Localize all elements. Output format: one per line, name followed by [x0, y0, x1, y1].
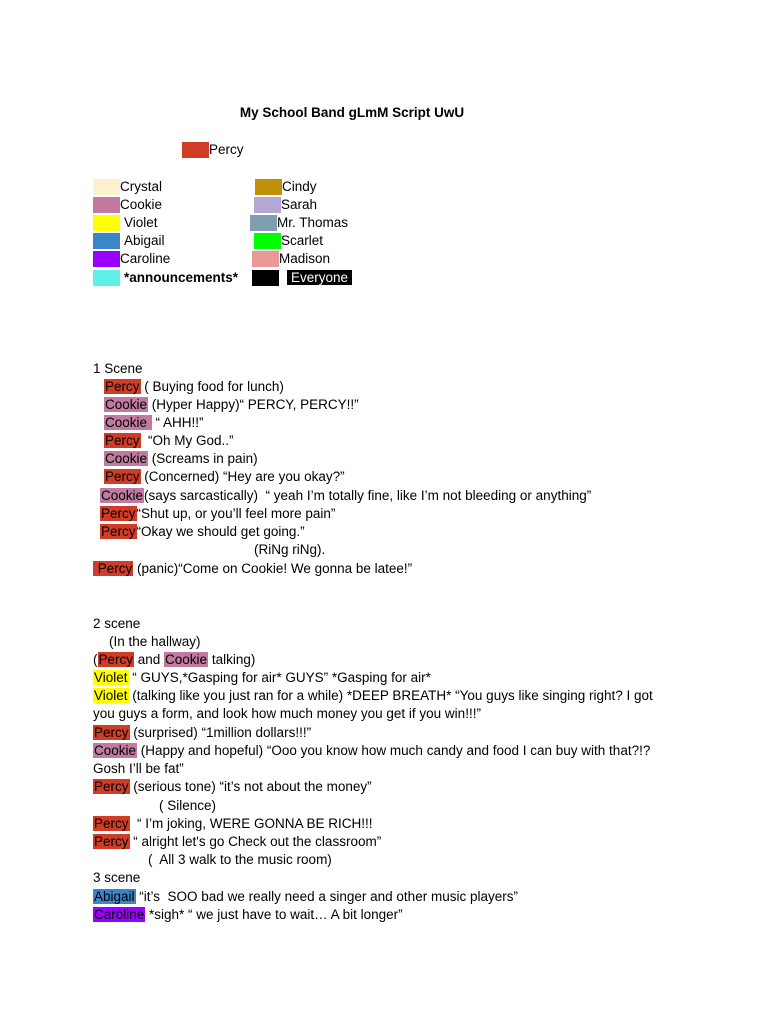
dialogue-text: “ alright let's go Check out the classroom” — [129, 834, 382, 849]
dialogue-text: (says sarcastically) “ yeah I’m totally fine, like I’m not bleeding or anything” — [144, 488, 592, 503]
speaker-tag: Percy — [94, 725, 129, 740]
percy-swatch — [182, 142, 209, 158]
dialogue-text: (Hyper Happy)“ PERCY, PERCY!!” — [148, 397, 359, 412]
stage-direction: (In the hallway) — [109, 634, 201, 649]
scarlet-swatch — [254, 233, 281, 249]
speaker-tag: Cookie — [165, 652, 208, 667]
speaker-tag: Percy — [105, 379, 140, 394]
speaker-tag: Cookie — [105, 415, 151, 430]
legend-sarah: Sarah — [281, 197, 318, 212]
script-line — [104, 450, 258, 468]
stage-direction: ( Silence) — [159, 798, 217, 813]
script-line — [93, 815, 373, 833]
dialogue-text: (Screams in pain) — [148, 451, 258, 466]
dialogue-text: talking) — [208, 652, 256, 667]
legend-cookie: Cookie — [120, 197, 163, 212]
speaker-tag: Percy — [98, 652, 134, 667]
paren: ( — [93, 652, 98, 667]
mr-thomas-swatch — [250, 215, 277, 231]
conjunction: and — [134, 652, 165, 667]
script-line — [93, 888, 518, 906]
legend-crystal: Crystal — [120, 179, 163, 194]
speaker-tag: Percy — [105, 469, 140, 484]
legend-scarlet: Scarlet — [281, 233, 324, 248]
stage-direction: (RiNg riNg). — [254, 542, 326, 557]
script-line — [100, 505, 335, 523]
script-line — [104, 414, 204, 432]
script-line — [93, 742, 663, 778]
abigail-swatch — [93, 233, 120, 249]
script-line — [93, 833, 381, 851]
dialogue-text: “ I’m joking, WERE GONNA BE RICH!!! — [129, 816, 373, 831]
page-title: My School Band gLmM Script UwU — [239, 105, 465, 120]
dialogue-text: (surprised) “1million dollars!!!” — [129, 725, 312, 740]
sarah-swatch — [254, 197, 281, 213]
legend-cindy: Cindy — [282, 179, 317, 194]
legend-madison: Madison — [279, 251, 331, 266]
script-line — [93, 669, 431, 687]
script-line — [100, 523, 305, 541]
announcements-swatch — [93, 270, 120, 286]
speaker-tag: Percy — [101, 506, 136, 521]
dialogue-text: *sigh* “ we just have to wait… A bit longer” — [145, 907, 403, 922]
dialogue-text: (talking like you just ran for a while) *DEEP BREATH* “You guys like singing right? I got you guys a form, and look how much money you get if you win!!!” — [93, 688, 653, 721]
scene-1-heading: 1 Scene — [93, 361, 143, 376]
legend-violet: Violet — [124, 215, 158, 230]
speaker-tag: Violet — [94, 670, 128, 685]
speaker-tag: Percy — [105, 433, 140, 448]
everyone-swatch — [252, 270, 279, 286]
everyone-label: Everyone — [287, 270, 352, 285]
script-line — [104, 378, 284, 396]
dialogue-text: “ AHH!!” — [151, 415, 204, 430]
speaker-tag: Percy — [94, 561, 133, 576]
speaker-tag: Cookie — [105, 397, 148, 412]
dialogue-text: (serious tone) “it’s not about the money” — [129, 779, 372, 794]
stage-direction: ( All 3 walk to the music room) — [148, 852, 332, 867]
dialogue-text: (Concerned) “Hey are you okay?” — [140, 469, 345, 484]
dialogue-text: “ GUYS,*Gasping for air* GUYS” *Gasping for air* — [128, 670, 431, 685]
cindy-swatch — [255, 179, 282, 195]
speaker-tag: Percy — [94, 816, 129, 831]
dialogue-text: “Shut up, or you’ll feel more pain” — [136, 506, 336, 521]
script-line — [104, 432, 234, 450]
legend-abigail: Abigail — [124, 233, 165, 248]
script-line — [93, 778, 372, 796]
script-line — [100, 487, 591, 505]
legend-announcements: *announcements* — [124, 270, 239, 285]
dialogue-text: “Oh My God..” — [140, 433, 234, 448]
cookie-swatch — [93, 197, 120, 213]
violet-swatch — [93, 215, 120, 231]
dialogue-text: “it’s SOO bad we really need a singer and other music players” — [135, 889, 518, 904]
script-line — [93, 724, 311, 742]
crystal-swatch — [93, 179, 120, 195]
legend-percy: Percy — [209, 142, 244, 157]
script-line — [93, 651, 255, 669]
script-line — [104, 396, 359, 414]
legend-mr-thomas: Mr. Thomas — [277, 215, 349, 230]
speaker-tag: Percy — [94, 834, 129, 849]
dialogue-text: “Okay we should get going.” — [136, 524, 305, 539]
script-line — [93, 906, 403, 924]
madison-swatch — [252, 251, 279, 267]
script-line — [93, 560, 412, 578]
dialogue-text: (panic)“Come on Cookie! We gonna be latee!” — [133, 561, 413, 576]
speaker-tag: Violet — [94, 688, 128, 703]
speaker-tag: Caroline — [94, 907, 145, 922]
caroline-swatch — [93, 251, 120, 267]
scene-2-heading: 2 scene — [93, 616, 141, 631]
legend-caroline: Caroline — [120, 251, 171, 266]
speaker-tag: Percy — [94, 779, 129, 794]
legend-everyone — [287, 270, 352, 286]
speaker-tag: Cookie — [105, 451, 148, 466]
script-line — [104, 468, 345, 486]
speaker-tag: Cookie — [94, 743, 137, 758]
speaker-tag: Abigail — [94, 889, 135, 904]
scene-3-heading: 3 scene — [93, 870, 141, 885]
dialogue-text: ( Buying food for lunch) — [140, 379, 284, 394]
script-line — [93, 687, 663, 723]
speaker-tag: Percy — [101, 524, 136, 539]
speaker-tag: Cookie — [101, 488, 144, 503]
dialogue-text: (Happy and hopeful) “Ooo you know how much candy and food I can buy with that?!? Gosh I’ll be fat” — [93, 743, 651, 776]
